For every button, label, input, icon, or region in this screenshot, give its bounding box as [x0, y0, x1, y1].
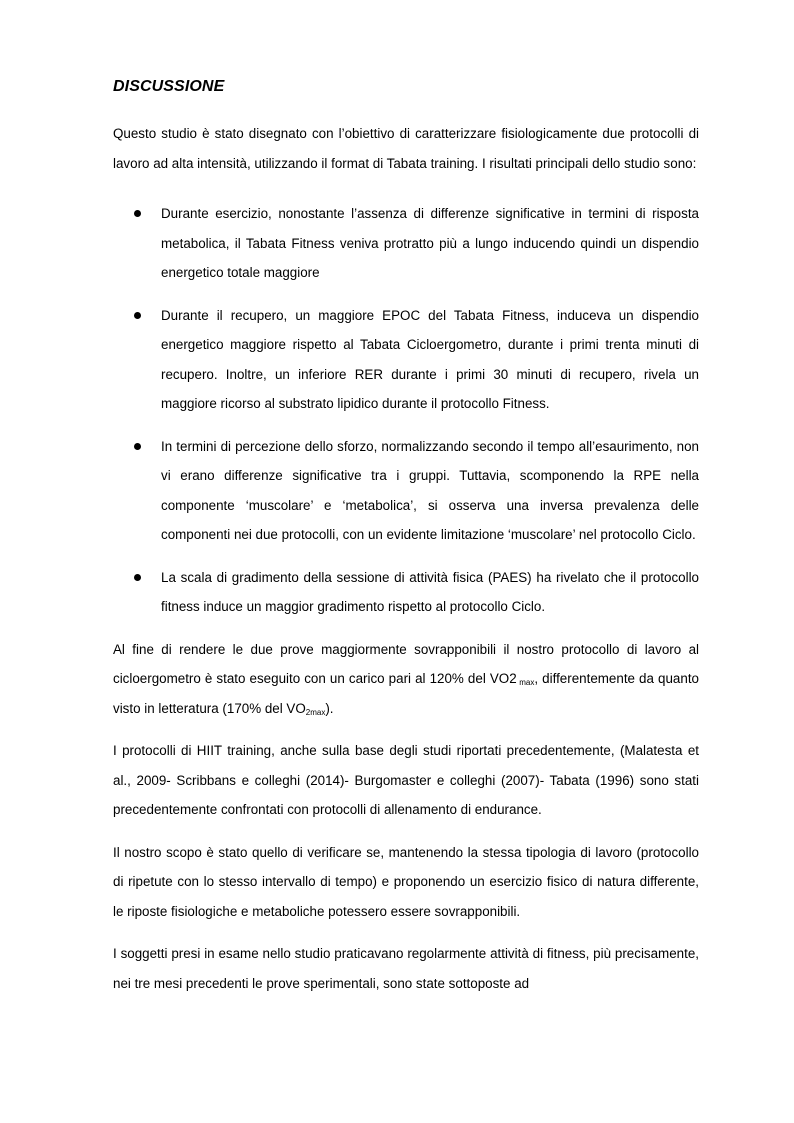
intro-paragraph: Questo studio è stato disegnato con l’obiettivo di caratterizzare fisiologicamente due protocolli di lavoro ad alta intensità, utilizzando il format di Tabata training. I risultati principali dello studio sono:	[113, 126, 699, 171]
bullet-icon	[134, 312, 141, 319]
subjects-paragraph: I soggetti presi in esame nello studio praticavano regolarmente attività di fitness, più precisamente, nei tre mesi precedenti le prove sperimentali, sono state sottoposte ad	[113, 946, 699, 991]
list-item-text: In termini di percezione dello sforzo, normalizzando secondo il tempo all’esaurimento, non vi erano differenze significative tra i gruppi. Tuttavia, scomponendo la RPE nella componente ‘muscolare’ e ‘metabolica’, si osserva una inversa prevalenza delle componenti nei due protocolli, con un evidente limitazione ‘muscolare’ nel protocollo Ciclo.	[161, 438, 699, 542]
results-list	[113, 199, 699, 622]
vo2-text-3: ).	[325, 700, 334, 716]
list-item	[113, 301, 699, 419]
list-item	[113, 432, 699, 550]
list-item	[113, 199, 699, 288]
scope-paragraph: Il nostro scopo è stato quello di verificare se, mantenendo la stessa tipologia di lavoro (protocollo di ripetute con lo stesso intervallo di tempo) e proponendo un esercizio fisico di natura differente, le riposte fisiologiche e metaboliche potessero essere sovrapponibili.	[113, 844, 699, 919]
document-page	[113, 72, 699, 998]
list-item	[113, 563, 699, 622]
bullet-icon	[134, 443, 141, 450]
vo2-paragraph	[113, 635, 699, 724]
bullet-icon	[134, 210, 141, 217]
vo2-text-1: Al fine di rendere le due prove maggiormente sovrapponibili il nostro protocollo di lavoro al cicloergometro è stato eseguito con un carico pari al 120% del VO2	[113, 641, 699, 686]
bullet-icon	[134, 574, 141, 581]
list-item-text: Durante esercizio, nonostante l’assenza di differenze significative in termini di risposta metabolica, il Tabata Fitness veniva protratto più a lungo inducendo quindi un dispendio energetico totale maggiore	[161, 206, 699, 280]
hiit-paragraph: I protocolli di HIIT training, anche sulla base degli studi riportati precedentemente, (Malatesta et al., 2009- Scribbans e colleghi (2014)- Burgomaster e colleghi (2007)- Tabata (1996) sono stati precedentemente confrontati con protocolli di allenamento di endurance.	[113, 743, 699, 817]
vo2-subscript-2max: 2max	[305, 707, 326, 717]
vo2-text-2: , differentemente da quanto visto in letteratura (170% del VO	[113, 671, 699, 716]
list-item-text: La scala di gradimento della sessione di attività fisica (PAES) ha rivelato che il protocollo fitness induce un maggior gradimento rispetto al protocollo Ciclo.	[161, 569, 699, 614]
vo2-subscript-max: max	[516, 678, 535, 687]
list-item-text: Durante il recupero, un maggiore EPOC del Tabata Fitness, induceva un dispendio energetico maggiore rispetto al Tabata Cicloergometro, durante i primi trenta minuti di recupero. Inoltre, un inferiore RER durante i primi 30 minuti di recupero, rivela un maggiore ricorso al substrato lipidico durante il protocollo Fitness.	[161, 307, 699, 411]
section-heading: DISCUSSIONE	[113, 78, 225, 95]
